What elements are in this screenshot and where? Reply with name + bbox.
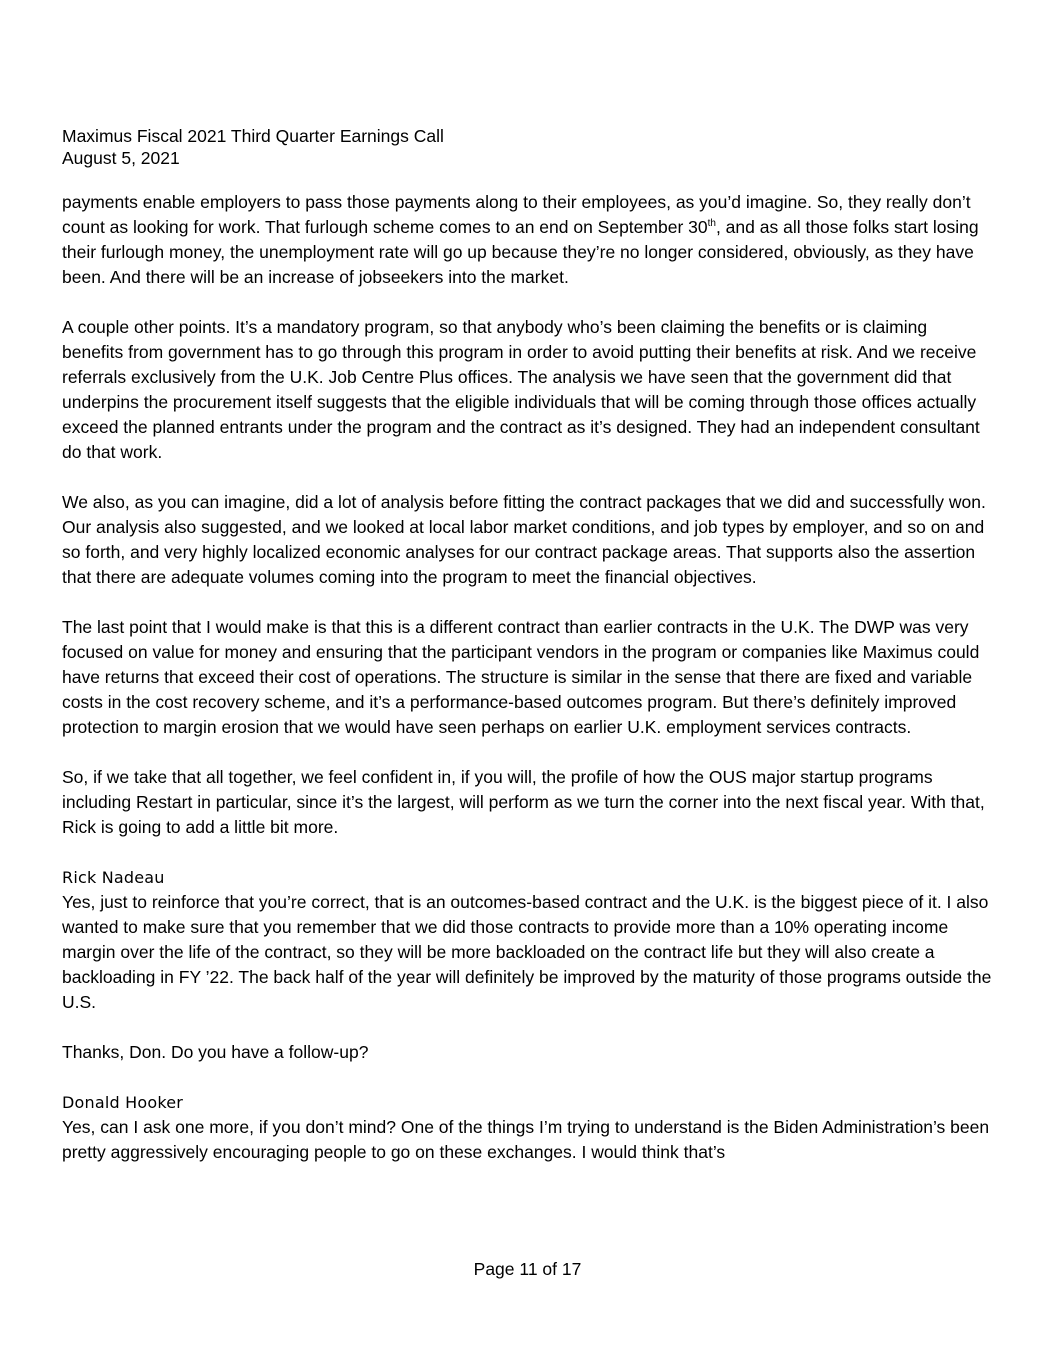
paragraph-3: We also, as you can imagine, did a lot of analysis before fitting the contract packages that we did and successfully won. Our analysis also suggested, and we looked at local labor market conditions, and job types by employer, and so on and so forth, and very highly localized economic analyses for our contract package areas. That supports also the assertion that there are adequate volumes coming into the program to meet the financial objectives. bbox=[62, 492, 986, 587]
document-header bbox=[62, 125, 444, 169]
paragraph-1 bbox=[62, 190, 992, 290]
paragraph-6: Yes, just to reinforce that you’re correct, that is an outcomes-based contract and the U.K. is the biggest piece of it. I also wanted to make sure that you remember that we did those contracts to provide more than a 10% operating income margin over the life of the contract, so they will be more backloaded on the contract life but they will also create a backloading in FY ’22. The back half of the year will definitely be improved by the maturity of those programs outside the U.S. bbox=[62, 892, 992, 1012]
header-title: Maximus Fiscal 2021 Third Quarter Earnings Call bbox=[62, 126, 444, 146]
speaker-block-rick bbox=[62, 865, 992, 1015]
paragraph-1-text-b: , and as all those folks start losing their furlough money, the unemployment rate will go up because they’re no longer considered, obviously, as they have been. And there will be an increase of jobseekers into the market. bbox=[62, 217, 979, 287]
paragraph-4: The last point that I would make is that this is a different contract than earlier contracts in the U.K. The DWP was very focused on value for money and ensuring that the participant vendors in the program or companies like Maximus could have returns that exceed their cost of operations. The structure is similar in the sense that there are fixed and variable costs in the cost recovery scheme, and it’s a performance-based outcomes program. But there’s definitely improved protection to margin erosion that we would have seen perhaps on earlier U.K. employment services contracts. bbox=[62, 617, 980, 737]
paragraph-2: A couple other points. It’s a mandatory program, so that anybody who’s been claiming the benefits or is claiming benefits from government has to go through this program in order to avoid putting their benefits at risk. And we receive referrals exclusively from the U.K. Job Centre Plus offices. The analysis we have seen that the government did that underpins the procurement itself suggests that the eligible individuals that will be coming through those offices actually exceed the planned entrants under the program and the contract as it’s designed. They had an independent consultant do that work. bbox=[62, 317, 980, 462]
speaker-name: Donald Hooker bbox=[62, 1093, 184, 1112]
header-date: August 5, 2021 bbox=[62, 148, 180, 168]
speaker-name: Rick Nadeau bbox=[62, 868, 165, 887]
paragraph-7: Thanks, Don. Do you have a follow-up? bbox=[62, 1042, 369, 1062]
speaker-block-donald bbox=[62, 1090, 992, 1165]
transcript-body bbox=[62, 190, 992, 1190]
ordinal-suffix: th bbox=[707, 218, 716, 230]
paragraph-8: Yes, can I ask one more, if you don’t mind? One of the things I’m trying to understand is the Biden Administration’s been pretty aggressively encouraging people to go on these exchanges. I would think that’s bbox=[62, 1117, 990, 1162]
paragraph-1-text-a: payments enable employers to pass those payments along to their employees, as you’d imagine. So, they really don’t count as looking for work. That furlough scheme comes to an end on September 30 bbox=[62, 192, 971, 237]
page-number: Page 11 of 17 bbox=[473, 1259, 582, 1279]
paragraph-5: So, if we take that all together, we feel confident in, if you will, the profile of how the OUS major startup programs including Restart in particular, since it’s the largest, will perform as we turn the corner into the next fiscal year. With that, Rick is going to add a little bit more. bbox=[62, 767, 985, 837]
